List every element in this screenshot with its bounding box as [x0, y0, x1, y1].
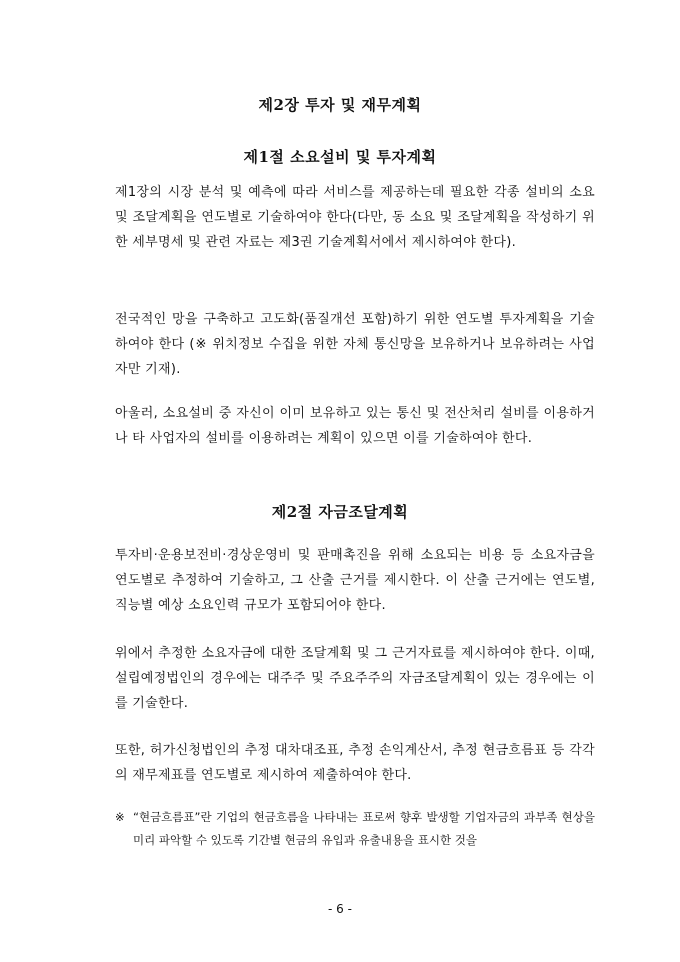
chapter-title: 제2장 투자 및 재무계획 [258, 96, 422, 114]
section-title-2: 제2절 자금조달계획 [271, 503, 409, 521]
paragraph: 투자비·운용보전비·경상운영비 및 판매촉진을 위해 소요되는 비용 등 소요자금을 연도별로 추정하여 기술하고, 그 산출 근거를 제시한다. 이 산출 근거에는 연도별, 직능별 예상 소요인력 규모가 포함되어야 한다. [115, 548, 595, 613]
paragraph: 아울러, 소요설비 중 자신이 이미 보유하고 있는 통신 및 전산처리 설비를 이용하거나 타 사업자의 설비를 이용하려는 계획이 있으면 이를 기술하여야 한다. [115, 406, 595, 446]
section-title-1: 제1절 소요설비 및 투자계획 [243, 148, 437, 166]
page-number: - 6 - [328, 902, 352, 916]
paragraph: 또한, 허가신청법인의 추정 대차대조표, 추정 손익계산서, 추정 현금흐름표 등 각각의 재무제표를 연도별로 제시하여 제출하여야 한다. [115, 743, 595, 783]
footnote [115, 806, 595, 852]
paragraph: 제1장의 시장 분석 및 예측에 따라 서비스를 제공하는데 필요한 각종 설비의 소요 및 조달계획을 연도별로 기술하여야 한다(다만, 동 소요 및 조달계획을 작성하기 위한 세부명세 및 관련 자료는 제3권 기술계획서에서 제시하여야 한다). [115, 185, 595, 250]
paragraph: 전국적인 망을 구축하고 고도화(품질개선 포함)하기 위한 연도별 투자계획을 기술하여야 한다 (※ 위치정보 수집을 위한 자체 통신망을 보유하거나 보유하려는 사업자만 기재). [115, 312, 595, 377]
footnote-text: “현금흐름표”란 기업의 현금흐름을 나타내는 표로써 향후 발생할 기업자금의 과부족 현상을 미리 파악할 수 있도록 기간별 현금의 유입과 유출내용을 표시한 것을 [133, 810, 595, 847]
reference-mark: ※ [115, 810, 125, 824]
paragraph: 위에서 추정한 소요자금에 대한 조달계획 및 그 근거자료를 제시하여야 한다. 이때, 설립예정법인의 경우에는 대주주 및 주요주주의 자금조달계획이 있는 경우에는 이를 기술한다. [115, 646, 595, 711]
